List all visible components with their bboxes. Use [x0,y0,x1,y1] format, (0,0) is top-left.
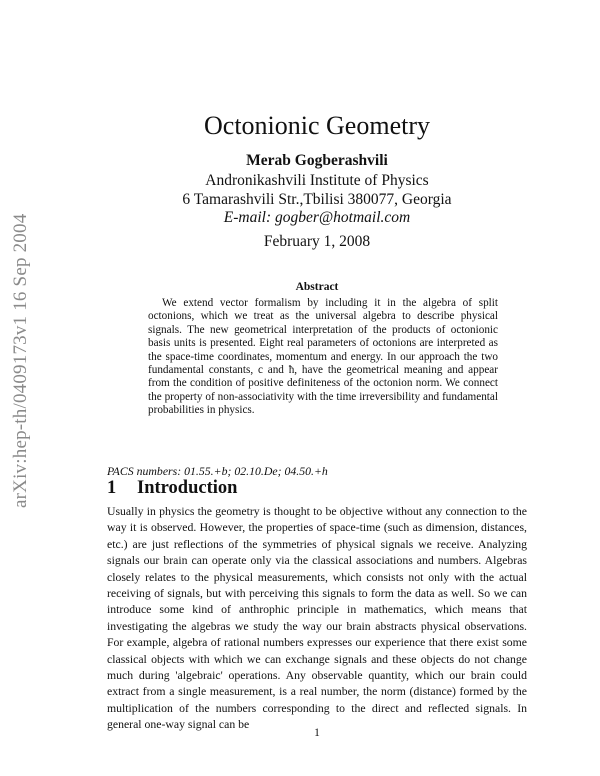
pacs-numbers: PACS numbers: 01.55.+b; 02.10.De; 04.50.+h [107,464,328,478]
page-number: 1 [314,727,320,739]
abstract-text: We extend vector formalism by including it in the algebra of split octonions, which we treat as the universal algebra to describe physical signals. The new geometrical interpretation of the products of octonionic basis units is presented. Eight real parameters of octonions are interpreted as the space-time coordinates, momentum and energy. In our approach the two fundamental constants, c and ħ, have the geometrical meaning and appear from the condition of positive definiteness of the octonion norm. We connect the property of non-associativity with the time irreversibility and fundamental probabilities in physics. [148,297,498,417]
author-institute: Andronikashvili Institute of Physics [205,172,429,189]
abstract-heading: Abstract [295,281,339,293]
arxiv-identifier-stamp: arXiv:hep-th/0409173v1 16 Sep 2004 [10,213,31,508]
section-title: Introduction [137,478,238,498]
paper-title: Octonionic Geometry [204,111,430,140]
author-email: E-mail: gogber@hotmail.com [223,209,411,226]
introduction-paragraph: Usually in physics the geometry is thought to be objective without any connection to the way it is observed. However, the properties of space-time (such as dimension, distances, etc.) are just reflections of the symmetries of physical signals we receive. Analyzing signals our brain can operate only via the classical associations and numbers. Algebras closely relates to the physical measurements, which consists not only with the actual receiving of signals, but with perceiving this signals to form the data as well. So we can introduce some kind of anthrophic principle in mathematics, which means that investigating the algebras we study the way our brain abstracts physical observations. For example, algebra of rational numbers expresses our experience that there exist some classical objects with which we can exchange signals and these objects do not change much during 'algebraic' operations. Any observable quantity, which our brain could extract from a single measurement, is a real number, the norm (distance) formed by the multiplication of the numbers corresponding to the direct and reflected signals. In general one-way signal can be [107,505,527,732]
section-number: 1 [107,478,117,498]
author-address: 6 Tamarashvili Str.,Tbilisi 380077, Georgia [182,191,452,208]
paper-date: February 1, 2008 [263,233,371,250]
author-name: Merab Gogberashvili [246,152,388,169]
section-heading [107,478,237,499]
